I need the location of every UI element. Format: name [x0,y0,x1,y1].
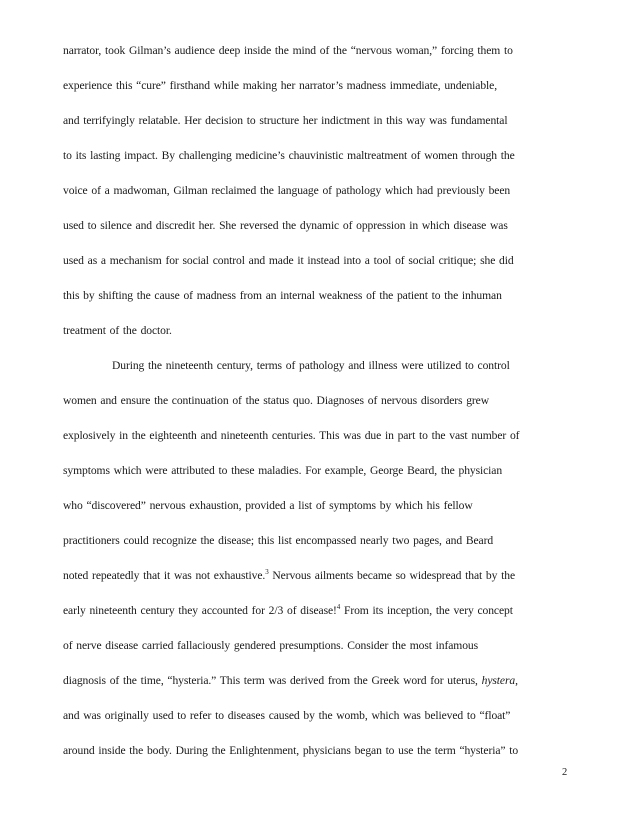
body-line-19: diagnosis of the time, “hysteria.” This term was derived from the Greek word for uterus, hystera, [63,674,518,687]
body-line-14: who “discovered” nervous exhaustion, provided a list of symptoms by which his fellow [63,499,473,512]
body-line-16: noted repeatedly that it was not exhaustive.$^3$ Nervous ailments became so widespread that by the [63,568,515,582]
body-line-9: treatment of the doctor. [63,324,172,337]
body-line-7: used as a mechanism for social control and made it instead into a tool of social critique; she did [63,254,514,267]
footnote-ref-4: 4 [336,603,341,612]
footnote-ref-3: 3 [265,568,269,577]
body-line-12: explosively in the eighteenth and nineteenth centuries. This was due in part to the vast number of [63,429,520,442]
body-line-3: and terrifyingly relatable. Her decision to structure her indictment in this way was fundamental [63,114,508,127]
body-line-21: around inside the body. During the Enlightenment, physicians began to use the term “hysteria” to [63,744,519,757]
body-line-2: experience this “cure” firsthand while making her narrator’s madness immediate, undeniable, [63,79,498,92]
body-line-4: to its lasting impact. By challenging medicine’s chauvinistic maltreatment of women through the [63,149,515,162]
italic-term-hystera: hystera [481,674,516,687]
body-line-1: narrator, took Gilman’s audience deep inside the mind of the “nervous woman,” forcing them to [63,44,513,57]
body-line-17: early nineteenth century they accounted for 2/3 of disease!$^4$ From its inception, the very concept [63,603,513,617]
body-line-20: and was originally used to refer to diseases caused by the womb, which was believed to “float” [63,709,511,722]
body-line-15: practitioners could recognize the disease; this list encompassed nearly two pages, and Beard [63,534,494,547]
body-line-8: this by shifting the cause of madness from an internal weakness of the patient to the inhuman [63,289,502,302]
page-number: 2 [562,767,568,778]
body-line-5: voice of a madwoman, Gilman reclaimed the language of pathology which had previously been [63,184,511,197]
body-line-18: of nerve disease carried fallaciously gendered presumptions. Consider the most infamous [63,639,479,652]
body-line-13: symptoms which were attributed to these maladies. For example, George Beard, the physician [63,464,503,477]
body-line-11: women and ensure the continuation of the status quo. Diagnoses of nervous disorders grew [63,394,489,407]
body-line-6: used to silence and discredit her. She reversed the dynamic of oppression in which disease was [63,219,508,232]
body-line-10: During the nineteenth century, terms of pathology and illness were utilized to control [112,359,510,372]
